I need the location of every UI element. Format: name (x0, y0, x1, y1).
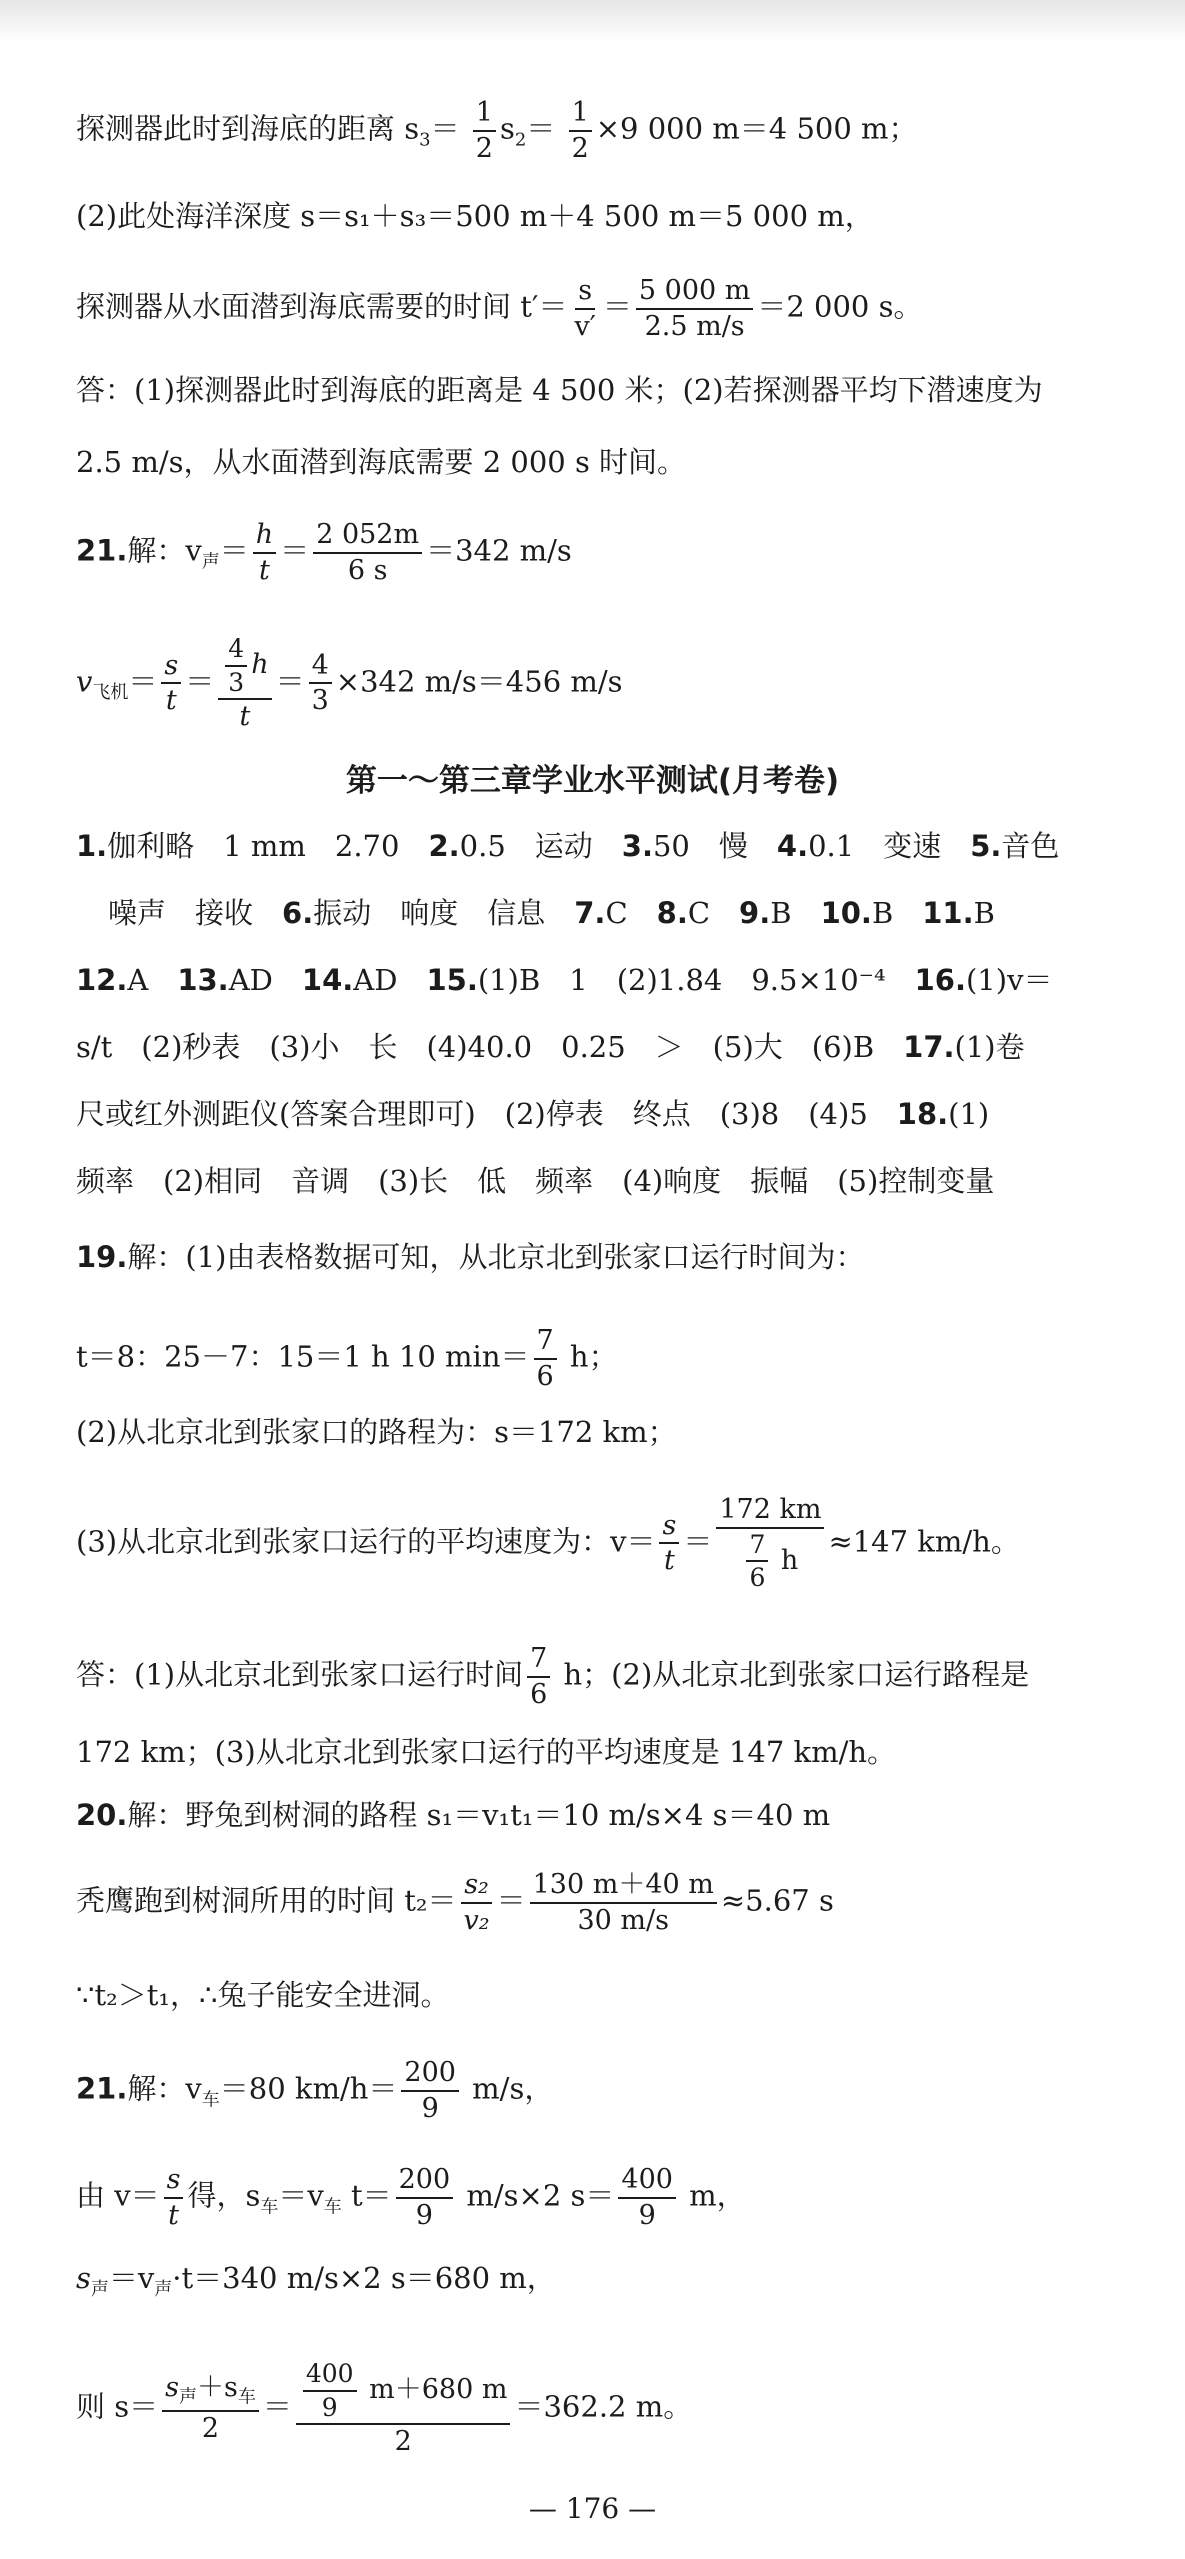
q21-line-4: 则 s＝ $\frac{s_声+s_车}{2}$ ＝ $\frac{400}{9}$ m＋680 m 2 ＝362.2 m。 (76, 2359, 693, 2457)
answer-line-2: 2.5 m/s，从水面潜到海底需要 2 000 s 时间。 (76, 445, 687, 479)
answer-line-1: 答：(1)探测器此时到海底的距离是 4 500 米；(2)若探测器平均下潜速度为 (76, 373, 1043, 407)
q19-answer-2: 172 km；(3)从北京北到张家口运行的平均速度是 147 km/h。 (76, 1735, 897, 1769)
compound-fraction: $\frac{400}{9}$ m＋680 m 2 (296, 2360, 511, 2457)
fraction: $\frac{h}{t}$ (253, 520, 276, 585)
fraction: $\frac{s}{v'}$ (574, 275, 596, 342)
fraction: $\frac{1}{2}$ (569, 98, 592, 163)
fraction: $\frac{200}{9}$ (401, 2058, 459, 2123)
q21-line-3: $s_声=v_声\cdot t=340$ m/s×2 s＝680 m， (76, 2261, 556, 2300)
q19-line-3: (2)从北京北到张家口的路程为：s＝172 km； (76, 1415, 677, 1449)
q20-line-1: 20.解：野兔到树洞的路程 s₁＝v₁t₁＝10 m/s×4 s＝40 m (76, 1798, 831, 1832)
fraction: $\frac{2 052m}{6 s}$ (313, 520, 422, 585)
q19-line-4: (3)从北京北到张家口运行的平均速度为：v＝ $\frac{s}{t}$ ＝ 172 km $\frac{7}{6}$ h ≈147 km/h。 (76, 1494, 1020, 1593)
fraction: $\frac{4}{3}$ (309, 651, 332, 716)
fraction: $\frac{7}{6}$ (534, 1326, 557, 1391)
fraction: $\frac{s}{t}$ (164, 2165, 184, 2230)
fraction: $\frac{s_声+s_车}{2}$ (162, 2373, 259, 2443)
top-edge-shadow (0, 0, 1185, 42)
page-number: — 176 — (528, 2492, 657, 2525)
answers-row-3: 12.A 13.AD 14.AD 15.(1)B 1 (2)1.84 9.5×10⁻⁴ 16.(1)v＝ (76, 963, 1053, 997)
fraction: $\frac{\text{s₂}}{\text{v₂}}$ (461, 1870, 493, 1935)
text: 探测器此时到海底的距离 s (76, 111, 420, 146)
fraction: $\frac{1}{2}$ (473, 98, 496, 163)
text: ＝ (430, 111, 460, 146)
compound-fraction: 172 km $\frac{7}{6}$ h (716, 1495, 824, 1592)
q19-line-2: t＝8：25－7：15＝1 h 10 min＝ $\frac{7}{6}$ h； (76, 1325, 618, 1392)
fraction: $\frac{130 m+40 m}{30 m/s}$ (530, 1870, 717, 1935)
question-number: 21. (76, 533, 128, 568)
compound-fraction: $\frac{4}{3}$ h t (218, 635, 271, 732)
q20-line-2: 秃鹰跑到树洞所用的时间 t₂＝ $\frac{\text{s₂}}{\text{v₂}}$ ＝ $\frac{130 m+40 m}{30 m/s}$ ≈5.67 s (76, 1869, 834, 1936)
answers-row-1: 1.伽利略 1 mm 2.70 2.0.5 运动 3.50 慢 4.0.1 变速 5.音色 (76, 829, 1060, 863)
fraction: $\frac{s}{t}$ (161, 651, 181, 716)
q21-line-1: 21.解：$v_车=80$ km/h＝ $\frac{200}{9}$ m/s， (76, 2057, 554, 2124)
q21-plane-speed: $v_{飞机}=$ $\frac{s}{t}$ ＝ $\frac{4}{3}$ h t ＝ $\frac{4}{3}$ ×342 m/s＝456 m/s (76, 634, 623, 732)
fraction: $\frac{s}{t}$ (659, 1511, 679, 1576)
text: s (499, 111, 515, 146)
answers-row-5: 尺或红外测距仪(答案合理即可) (2)停表 终点 (3)8 (4)5 18.(1) (76, 1097, 990, 1131)
line-ocean-depth: (2)此处海洋深度 s＝s₁＋s₃＝500 m＋4 500 m＝5 000 m， (76, 199, 874, 233)
q21-sound-speed: 21.解：$v_声=$ $\frac{h}{t}$ ＝ $\frac{2 052m}{6 s}$ ＝342 m/s (76, 519, 572, 586)
answers-row-4: s/t (2)秒表 (3)小 长 (4)40.0 0.25 ＞ (5)大 (6)B 17.(1)卷 (76, 1030, 1025, 1064)
section-heading: 第一～第三章学业水平测试(月考卷) (345, 763, 840, 799)
answers-row-6: 频率 (2)相同 音调 (3)长 低 频率 (4)响度 振幅 (5)控制变量 (76, 1164, 995, 1198)
fraction: $\frac{400}{9}$ (618, 2165, 676, 2230)
line-distance-to-seabed: 探测器此时到海底的距离 $s_3=$ $\frac{1}{2}$ $s_2=$ $\frac{1}{2}$ ×9 000 m＝4 500 m； (76, 97, 918, 164)
fraction: $\frac{7}{6}$ (527, 1644, 550, 1709)
fraction: $\frac{5 000 m}{2.5 m/s}$ (636, 276, 753, 341)
fraction: $\frac{200}{9}$ (396, 2165, 454, 2230)
q21-line-2: 由 v＝ $\frac{s}{t}$ 得，$s_车=v_车$ t＝ $\frac{200}{9}$ m/s×2 s＝ $\frac{400}{9}$ m， (76, 2164, 746, 2231)
text: ×9 000 m＝4 500 m； (595, 111, 918, 146)
line-dive-time: 探测器从水面潜到海底需要的时间 t′＝ $\frac{s}{v'}$ ＝ $\frac{5 000 m}{2.5 m/s}$ ＝2 000 s。 (76, 275, 923, 342)
q20-line-3: ∵t₂＞t₁，∴兔子能安全进洞。 (76, 1978, 450, 2012)
text: ＝ (526, 111, 556, 146)
q19-line-1: 19.解：(1)由表格数据可知，从北京北到张家口运行时间为： (76, 1240, 865, 1274)
q19-answer-1: 答：(1)从北京北到张家口运行时间 $\frac{7}{6}$ h；(2)从北京北到张家口运行路程是 (76, 1643, 1030, 1710)
answers-row-2: 噪声 接收 6.振动 响度 信息 7.C 8.C 9.B 10.B 11.B (108, 896, 995, 930)
